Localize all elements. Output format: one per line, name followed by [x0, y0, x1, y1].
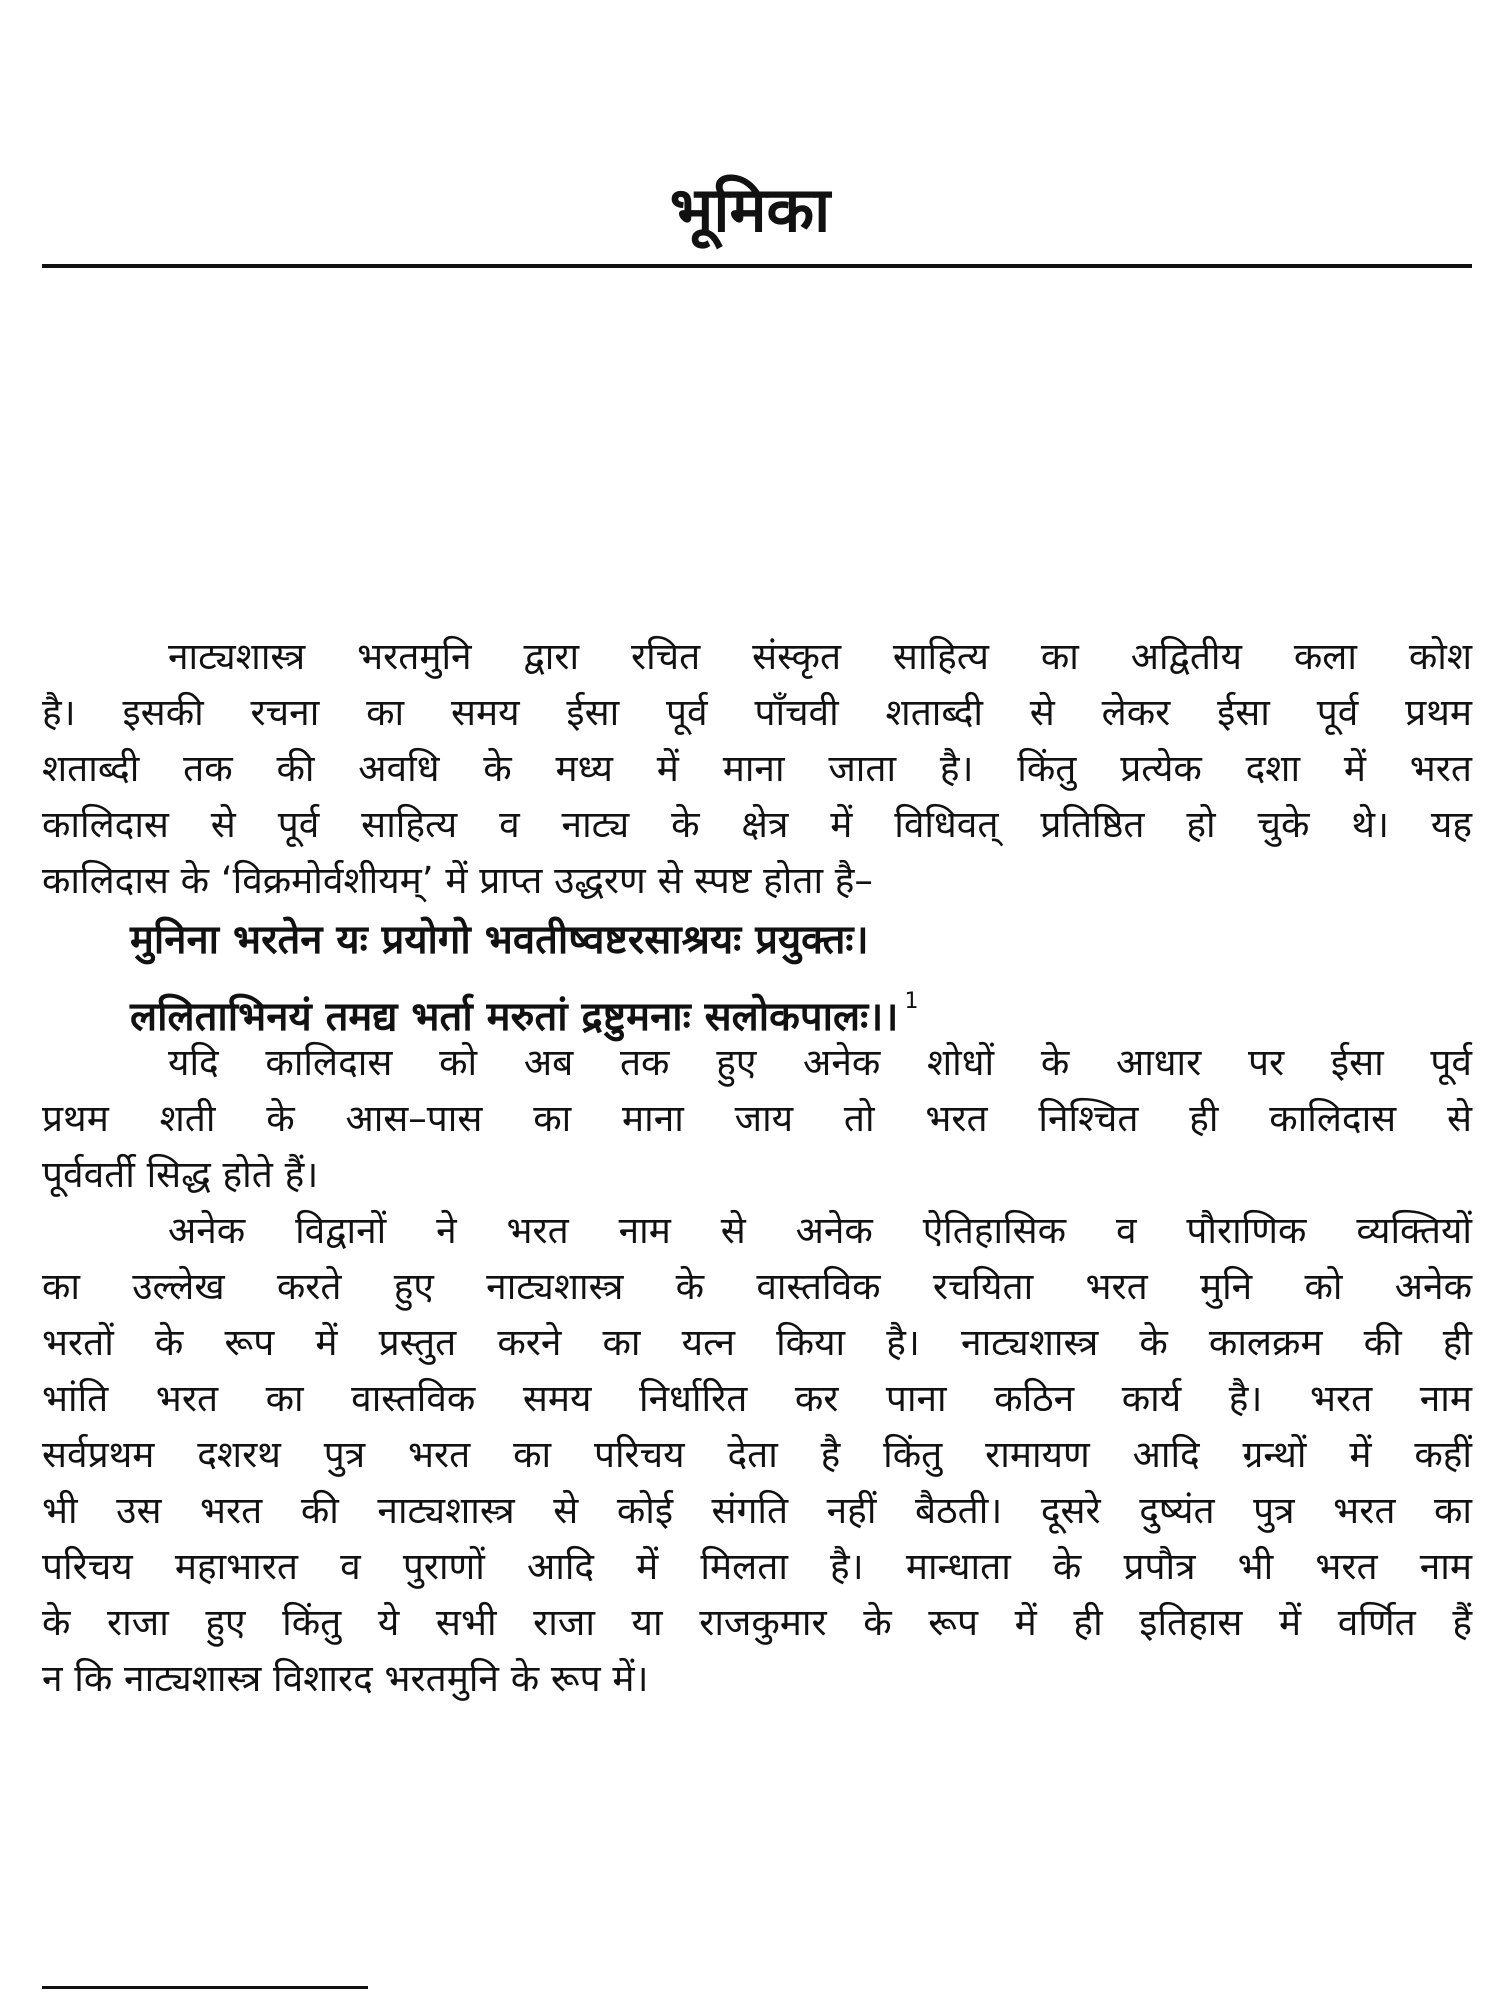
paragraph1-line-3: शताब्दी तक की अवधि के मध्य में माना जाता है। किंतु प्रत्येक दशा में भरत: [42, 747, 1472, 790]
paragraph3-line-3: भरतों के रूप में प्रस्तुत करने का यत्न किया है। नाट्यशास्त्र के कालक्रम की ही: [42, 1321, 1472, 1364]
footnote-separator: [42, 1986, 368, 1989]
paragraph1-line-5: कालिदास के ‘विक्रमोर्वशीयम्’ में प्राप्त उद्धरण से स्पष्ट होता है–: [42, 859, 873, 902]
paragraph3-line-2: का उल्लेख करते हुए नाट्यशास्त्र के वास्तविक रचयिता भरत मुनि को अनेक: [42, 1265, 1472, 1308]
page-title: भूमिका: [669, 173, 831, 246]
paragraph3-line-7: परिचय महाभारत व पुराणों आदि में मिलता है। मान्धाता के प्रपौत्र भी भरत नाम: [42, 1545, 1472, 1588]
paragraph2-line-2: प्रथम शती के आस–पास का माना जाय तो भरत निश्चित ही कालिदास से: [42, 1097, 1472, 1140]
paragraph2-line-1: यदि कालिदास को अब तक हुए अनेक शोधों के आधार पर ईसा पूर्व: [168, 1041, 1472, 1084]
verse-line-2: [130, 976, 918, 1043]
paragraph3-line-8: के राजा हुए किंतु ये सभी राजा या राजकुमार के रूप में ही इतिहास में वर्णित हैं: [42, 1601, 1472, 1644]
paragraph2-line-3: पूर्ववर्ती सिद्ध होते हैं।: [42, 1153, 319, 1196]
paragraph3-line-4: भांति भरत का वास्तविक समय निर्धारित कर पाना कठिन कार्य है। भरत नाम: [42, 1377, 1472, 1420]
paragraph1-line-1: नाट्यशास्त्र भरतमुनि द्वारा रचित संस्कृत साहित्य का अद्वितीय कला कोश: [168, 635, 1472, 678]
paragraph3-line-9: न कि नाट्यशास्त्र विशारद भरतमुनि के रूप में।: [42, 1657, 649, 1700]
footnote-marker: 1: [904, 989, 919, 1014]
paragraph3-line-5: सर्वप्रथम दशरथ पुत्र भरत का परिचय देता है किंतु रामायण आदि ग्रन्थों में कहीं: [42, 1433, 1472, 1476]
paragraph3-line-1: अनेक विद्वानों ने भरत नाम से अनेक ऐतिहासिक व पौराणिक व्यक्तियों: [168, 1209, 1472, 1252]
paragraph3-line-6: भी उस भरत की नाट्यशास्त्र से कोई संगति नहीं बैठती। दूसरे दुष्यंत पुत्र भरत का: [42, 1489, 1472, 1532]
title-underline: [42, 264, 1472, 268]
verse-line-1: मुनिना भरतेन यः प्रयोगो भवतीष्वष्टरसाश्रयः प्रयुक्तः।: [130, 917, 869, 963]
verse-line-2-text: ललिताभिनयं तमद्य भर्ता मरुतां द्रष्टुमनाः सलोकपालः।।: [130, 994, 899, 1040]
paragraph1-line-4: कालिदास से पूर्व साहित्य व नाट्य के क्षेत्र में विधिवत् प्रतिष्ठित हो चुके थे। यह: [42, 803, 1472, 846]
paragraph1-line-2: है। इसकी रचना का समय ईसा पूर्व पाँचवी शताब्दी से लेकर ईसा पूर्व प्रथम: [42, 691, 1472, 734]
